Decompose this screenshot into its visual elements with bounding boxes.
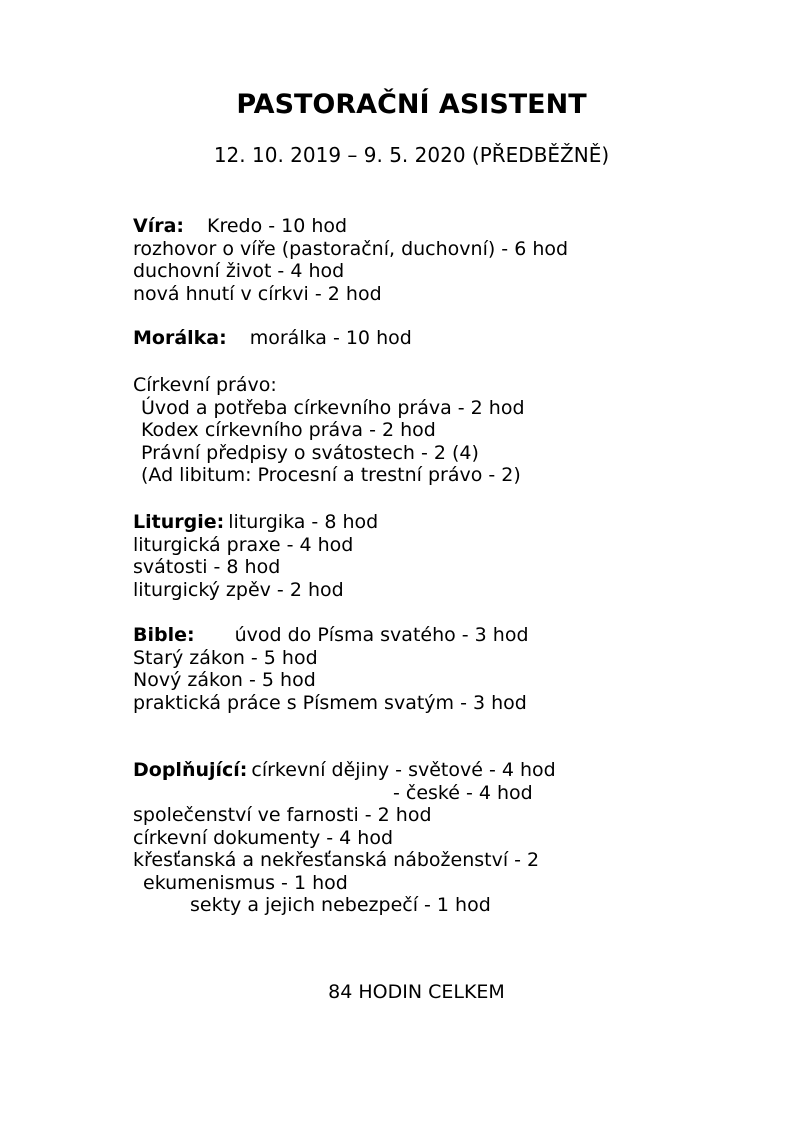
course-line: (Ad libitum: Procesní a trestní právo - 2) [141,464,521,486]
course-line: - české - 4 hod [393,781,533,804]
course-line: Kodex církevního práva - 2 hod [141,419,436,441]
course-line: Starý zákon - 5 hod [133,646,318,669]
course-line: morálka - 10 hod [249,327,412,349]
section-heading-line [133,215,733,238]
course-line: církevní dějiny - světové - 4 hod [251,759,556,781]
section-liturgie [133,511,733,601]
course-line: duchovní život - 4 hod [133,260,345,282]
section-vira [133,215,733,305]
course-line: Kredo - 10 hod [207,215,348,237]
section-heading-line [133,624,733,647]
course-line: Úvod a potřeba církevního práva - 2 hod [141,396,525,419]
section-label: Morálka: [133,327,227,349]
course-line: liturgika - 8 hod [228,511,379,533]
section-label: Víra: [133,215,185,237]
section-label: Doplňující: [133,759,248,781]
document-title: PASTORAČNÍ ASISTENT [236,89,587,120]
course-line: svátosti - 8 hod [133,556,281,578]
course-line: Právní předpisy o svátostech - 2 (4) [141,441,479,464]
course-line: církevní dokumenty - 4 hod [133,826,394,849]
course-line: křesťanská a nekřesťanská náboženství - 2 [133,849,540,871]
course-line: úvod do Písma svatého - 3 hod [234,624,529,646]
course-line: rozhovor o víře (pastorační, duchovní) - 6 hod [133,237,569,260]
course-line: nová hnutí v církvi - 2 hod [133,282,382,305]
section-label: Liturgie: [133,511,225,533]
course-line: liturgická praxe - 4 hod [133,533,354,556]
document-subtitle: 12. 10. 2019 – 9. 5. 2020 (PŘEDBĚŽNĚ) [213,143,610,167]
course-line: Nový zákon - 5 hod [133,669,316,691]
course-line: liturgický zpěv - 2 hod [133,578,344,601]
course-line: sekty a jejich nebezpečí - 1 hod [190,894,491,916]
section-heading-line: Církevní právo: [133,374,277,396]
total-hours: 84 HODIN CELKEM [328,981,505,1003]
section-cirkevni-pravo [133,374,733,487]
section-heading-line [133,327,733,350]
section-label: Bible: [133,624,195,646]
section-bible [133,624,733,714]
course-line: praktická práce s Písmem svatým - 3 hod [133,691,527,714]
section-heading-line [133,511,733,534]
section-heading-line [133,759,733,782]
section-doplnujici [133,759,733,917]
section-moralka [133,327,733,350]
course-line: společenství ve farnosti - 2 hod [133,804,432,826]
course-line: ekumenismus - 1 hod [143,871,348,894]
